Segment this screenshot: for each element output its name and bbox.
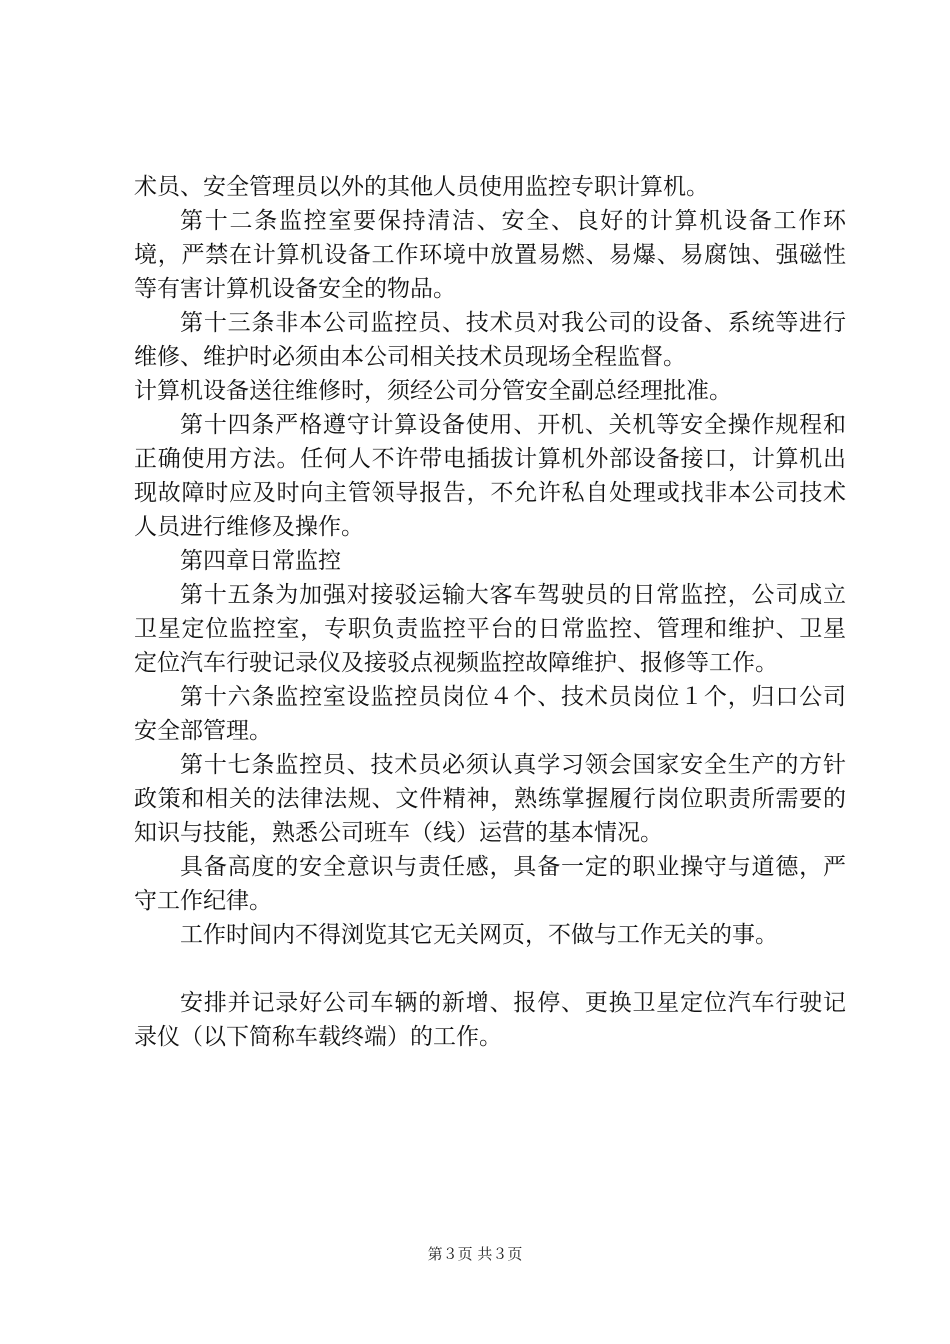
paragraph-article-15: 第十五条为加强对接驳运输大客车驾驶员的日常监控，公司成立卫星定位监控室，专职负责监控平台的日常监控、管理和维护、卫星定位汽车行驶记录仪及接驳点视频监控故障维护、报修等工作。 — [134, 582, 846, 676]
document-body — [134, 170, 846, 1054]
paragraph-article-17: 第十七条监控员、技术员必须认真学习领会国家安全生产的方针政策和相关的法律法规、文件精神，熟练掌握履行岗位职责所需要的知识与技能，熟悉公司班车（线）运营的基本情况。 — [134, 752, 846, 846]
paragraph-article-14: 第十四条严格遵守计算设备使用、开机、关机等安全操作规程和正确使用方法。任何人不许带电插拔计算机外部设备接口，计算机出现故障时应及时向主管领导报告，不允许私自处理或找非本公司技术人员进行维修及操作。 — [134, 412, 846, 540]
paragraph-work-hours: 工作时间内不得浏览其它无关网页，不做与工作无关的事。 — [180, 922, 778, 948]
paragraph-article-16: 第十六条监控室设监控员岗位４个、技术员岗位１个，归口公司安全部管理。 — [134, 684, 846, 744]
paragraph-safety-awareness: 具备高度的安全意识与责任感，具备一定的职业操守与道德，严守工作纪律。 — [134, 854, 846, 914]
paragraph-article-13: 第十三条非本公司监控员、技术员对我公司的设备、系统等进行维修、维护时必须由本公司相关技术员现场全程监督。 — [134, 310, 846, 370]
paragraph-article-12: 第十二条监控室要保持清洁、安全、良好的计算机设备工作环境，严禁在计算机设备工作环境中放置易燃、易爆、易腐蚀、强磁性等有害计算机设备安全的物品。 — [134, 208, 846, 302]
paragraph-vehicle-records: 安排并记录好公司车辆的新增、报停、更换卫星定位汽车行驶记录仪（以下简称车载终端）的工作。 — [134, 990, 846, 1050]
page-footer: 第３页 共３页 — [427, 1245, 523, 1263]
chapter-heading: 第四章日常监控 — [180, 548, 341, 574]
paragraph-1: 术员、安全管理员以外的其他人员使用监控专职计算机。 — [134, 174, 709, 200]
paragraph-repair-approval: 计算机设备送往维修时，须经公司分管安全副总经理批准。 — [134, 378, 732, 404]
